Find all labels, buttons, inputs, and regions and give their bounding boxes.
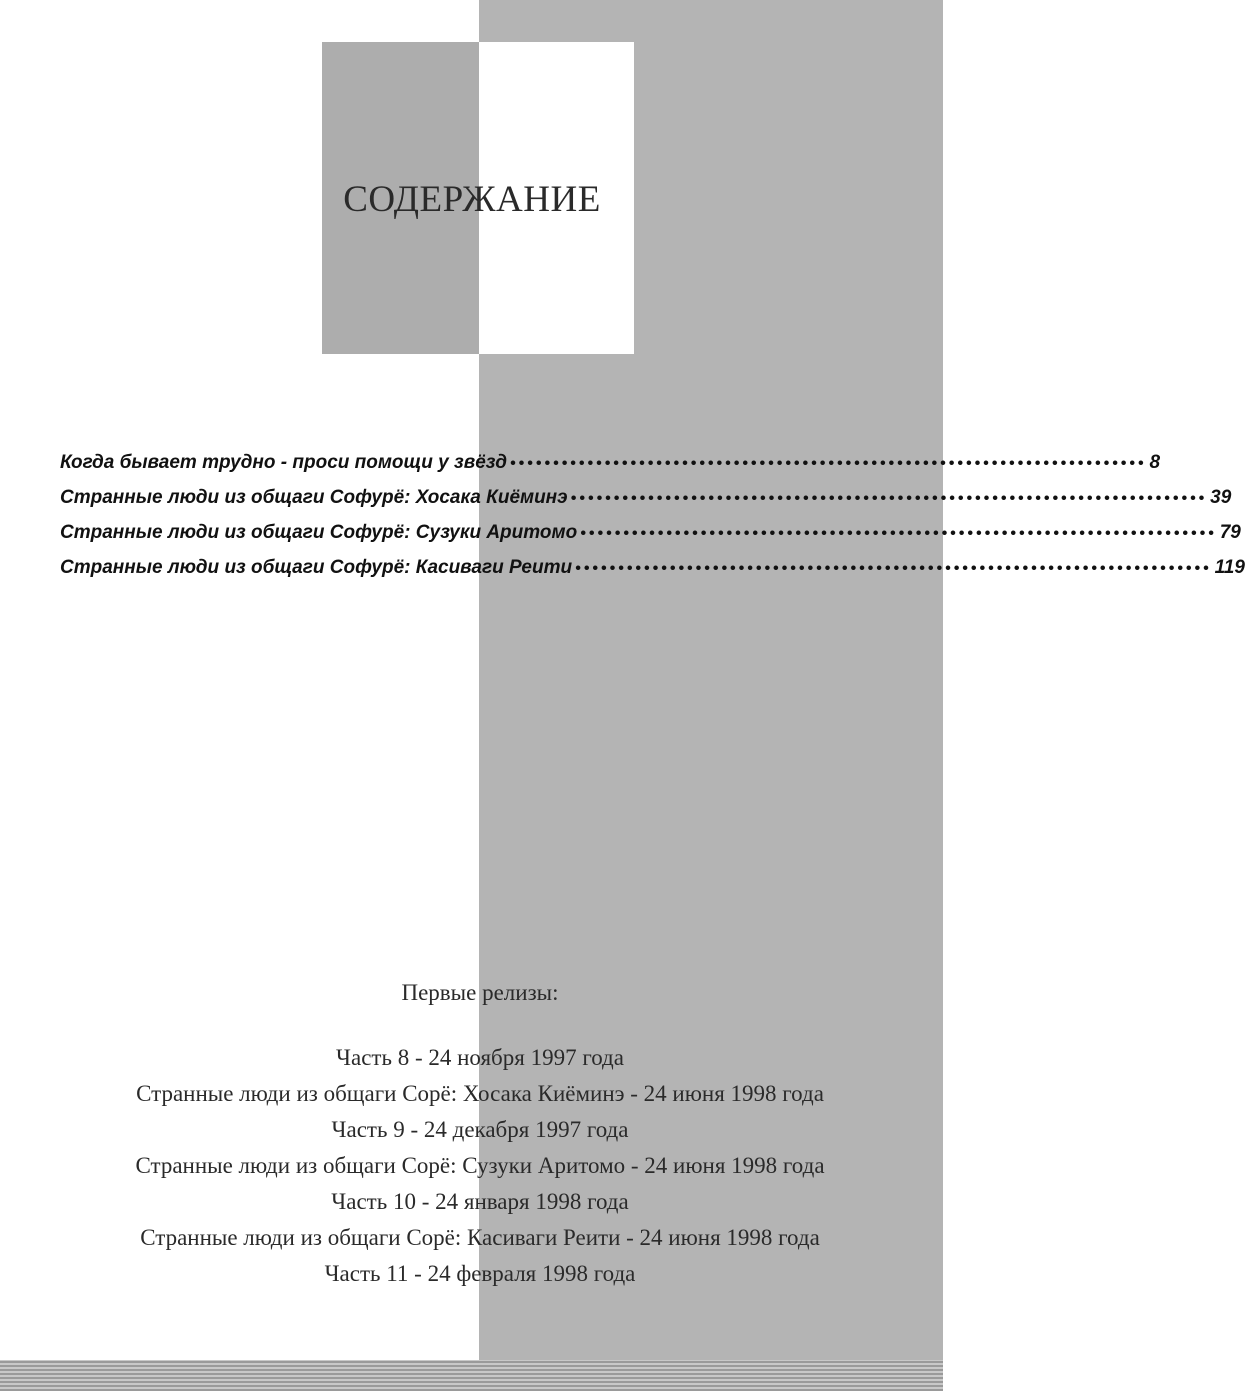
release-line: Часть 10 - 24 января 1998 года xyxy=(331,1189,629,1214)
releases-heading: Первые релизы: xyxy=(401,980,559,1005)
toc-entry xyxy=(60,557,1245,592)
toc-entry-page: 79 xyxy=(1219,522,1241,543)
toc-entry-label: Когда бывает трудно - проси помощи у звёзд xyxy=(60,452,507,473)
toc-leader-dots: •••••••••••••••••••••••••••••••••••••••••••••••••••••••••••••••••••••••••• xyxy=(575,560,1212,577)
release-line: Часть 8 - 24 ноября 1997 года xyxy=(336,1045,624,1070)
release-line: Странные люди из общаги Сорё: Касиваги Реити - 24 июня 1998 года xyxy=(140,1225,820,1250)
page-title: СОДЕРЖАНИЕ xyxy=(343,179,601,220)
toc-entry xyxy=(60,522,1241,557)
release-line: Часть 11 - 24 февраля 1998 года xyxy=(324,1261,636,1286)
toc-entry xyxy=(60,452,1161,487)
toc-entry-label: Странные люди из общаги Софурё: Сузуки Аритомо xyxy=(60,522,578,543)
toc-leader-dots: •••••••••••••••••••••••••••••••••••••••••••••••••••••••••••••••••••••••••• xyxy=(509,455,1147,472)
toc-entry-page: 119 xyxy=(1214,557,1245,578)
release-line: Странные люди из общаги Сорё: Сузуки Аритомо - 24 июня 1998 года xyxy=(135,1153,825,1178)
toc-entry-label: Странные люди из общаги Софурё: Касиваги Реити xyxy=(60,557,573,578)
release-line: Часть 9 - 24 декабря 1997 года xyxy=(331,1117,629,1142)
toc-entry-label: Странные люди из общаги Софурё: Хосака Киёминэ xyxy=(60,487,568,508)
bottom-decorative-band xyxy=(0,1360,943,1391)
toc-leader-dots: •••••••••••••••••••••••••••••••••••••••••••••••••••••••••••••••••••••••••• xyxy=(580,525,1217,542)
first-releases-section xyxy=(0,980,960,1292)
toc-entry-page: 8 xyxy=(1149,452,1161,473)
toc-entry-page: 39 xyxy=(1210,487,1232,508)
table-of-contents xyxy=(60,452,1245,592)
release-line: Странные люди из общаги Сорё: Хосака Киёминэ - 24 июня 1998 года xyxy=(136,1081,824,1106)
toc-leader-dots: •••••••••••••••••••••••••••••••••••••••••••••••••••••••••••••••••••••••••• xyxy=(570,490,1208,507)
toc-entry xyxy=(60,487,1232,522)
